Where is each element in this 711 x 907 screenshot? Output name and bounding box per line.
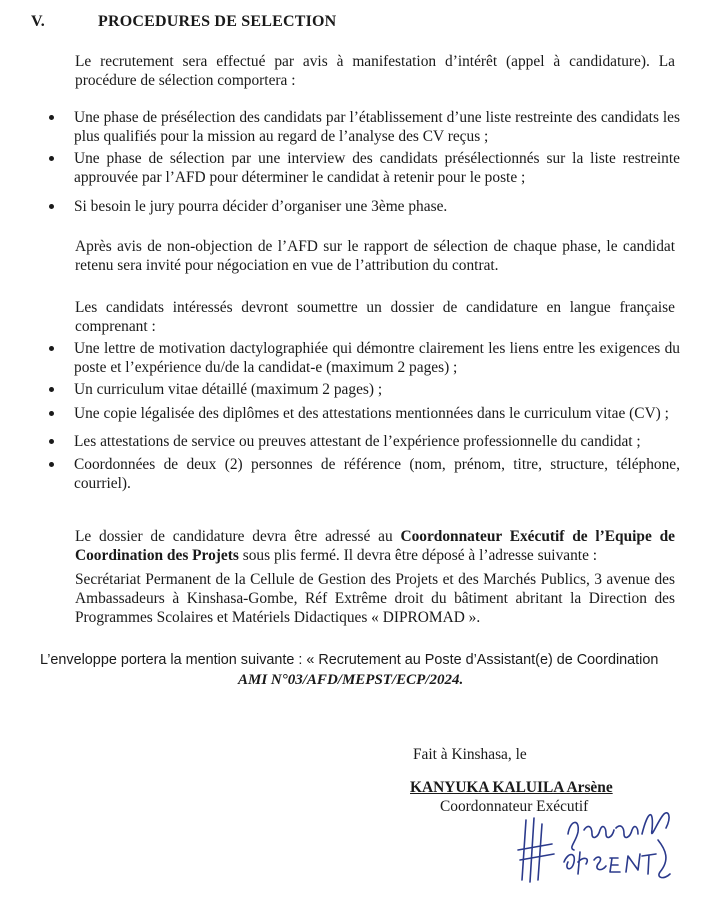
bullet-icon [49,439,54,444]
bullet-icon [49,346,54,351]
list-item: Les attestations de service ou preuves attestant de l’expérience professionnelle du candidat ; [40,432,680,451]
handwritten-signature [508,800,688,890]
list-item: Une phase de sélection par une interview des candidats présélectionnés sur la liste restreinte approuvée par l’AFD pour déterminer le candidat à retenir pour le poste ; [40,149,680,187]
bullet-icon [49,156,54,161]
address-paragraph: Le dossier de candidature devra être adressé au Coordonnateur Exécutif de l’Equipe de Coordination des Projets sous plis fermé. Il devra être déposé à l’adresse suivante : [75,528,675,564]
signer-name: KANYUKA KALUILA Arsène [410,779,613,796]
list-item: Un curriculum vitae détaillé (maximum 2 pages) ; [40,380,680,399]
documents-list [40,339,680,493]
envelope-mention: L’enveloppe portera la mention suivante : « Recrutement au Poste d’Assistant(e) de Coordination [40,652,659,668]
envelope-reference: AMI N°03/AFD/MEPST/ECP/2024. [238,672,464,688]
phases-list [40,108,680,216]
section-heading [31,12,336,31]
list-item: Une copie légalisée des diplômes et des attestations mentionnées dans le curriculum vitae (CV) ; [40,404,680,423]
recipient-name: Coordonnateur Exécutif de l’Equipe de Coordination des Projets [75,528,675,564]
list-item: Coordonnées de deux (2) personnes de référence (nom, prénom, titre, structure, téléphone, courriel). [40,455,680,493]
list-item: Si besoin le jury pourra décider d’organiser une 3ème phase. [40,197,680,216]
bullet-icon [49,204,54,209]
signature-place: Fait à Kinshasa, le [413,746,527,763]
bullet-icon [49,411,54,416]
dossier-intro-paragraph: Les candidats intéressés devront soumettre un dossier de candidature en langue française comprenant : [75,299,675,335]
bullet-icon [49,115,54,120]
signer-title: Coordonnateur Exécutif [440,798,589,815]
bullet-icon [49,387,54,392]
list-item: Une lettre de motivation dactylographiée qui démontre clairement les liens entre les exigences du poste et l’expérience du/de la candidat-e (maximum 2 pages) ; [40,339,680,377]
list-item: Une phase de présélection des candidats par l’établissement d’une liste restreinte des candidats les plus qualifiés pour la mission au regard de l’analyse des CV reçus ; [40,108,680,146]
address-location: Secrétariat Permanent de la Cellule de Gestion des Projets et des Marchés Publics, 3 avenue des Ambassadeurs à Kinshasa-Gombe, Réf Extrême droit du bâtiment abritant la Direction des Programmes Scolaires et Matériels Didactiques « DIPROMAD ». [75,571,675,626]
section-number: V. [31,13,45,30]
intro-paragraph: Le recrutement sera effectué par avis à manifestation d’intérêt (appel à candidature). La procédure de sélection comportera : [75,53,675,89]
bullet-icon [49,462,54,467]
section-title: PROCEDURES DE SELECTION [98,13,337,30]
non-objection-paragraph: Après avis de non-objection de l’AFD sur le rapport de sélection de chaque phase, le candidat retenu sera invité pour négociation en vue de l’attribution du contrat. [75,238,675,274]
